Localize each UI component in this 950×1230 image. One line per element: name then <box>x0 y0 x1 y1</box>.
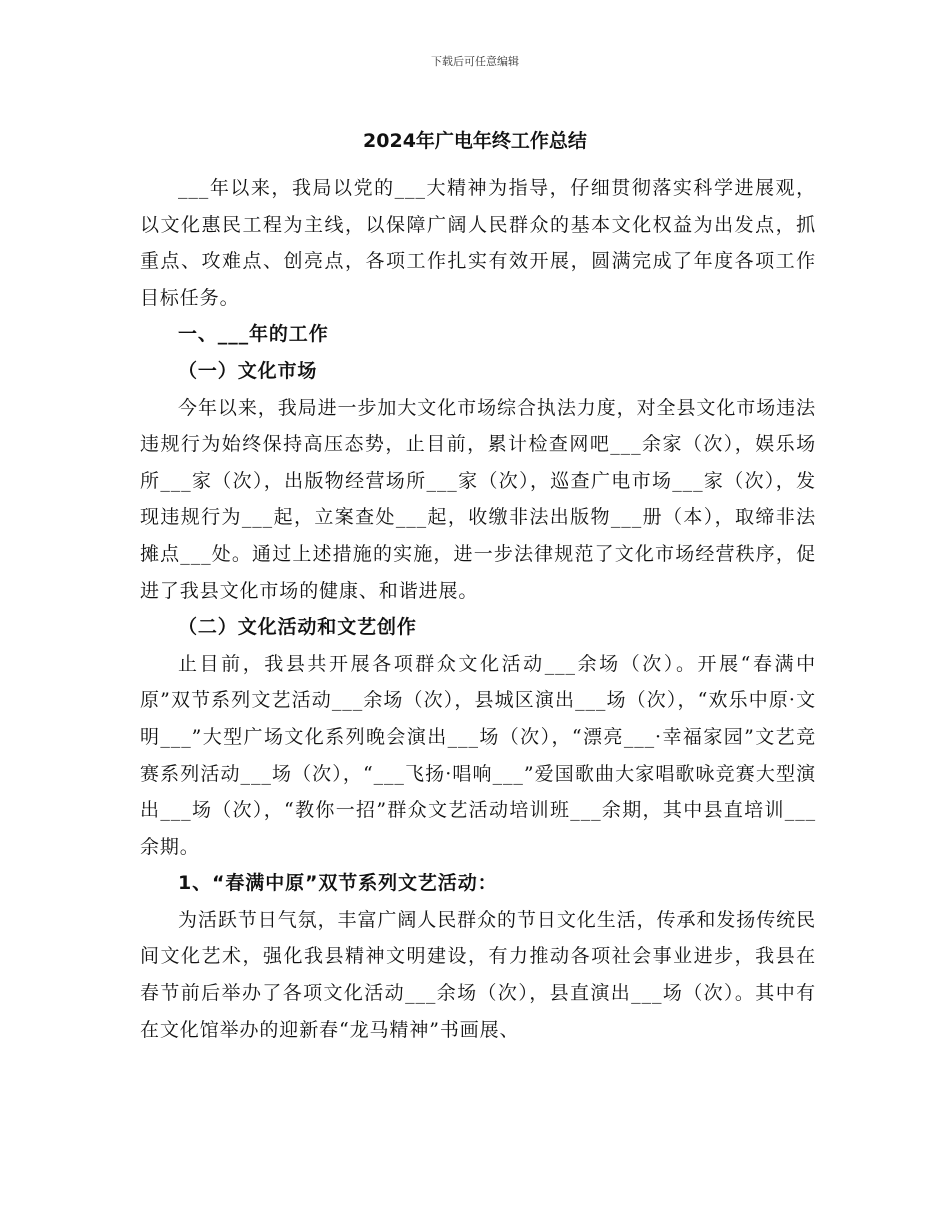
subsection-heading-culture-activities: （二）文化活动和文艺创作 <box>178 616 417 639</box>
page-header-note: 下载后可任意编辑 <box>431 55 519 68</box>
subsection-heading-culture-market: （一）文化市场 <box>178 359 318 382</box>
document-body <box>140 170 816 1048</box>
page-title: 2024年广电年终工作总结 <box>363 130 587 152</box>
spring-festival-paragraph: 为活跃节日气氛，丰富广阔人民群众的节日文化生活，传承和发扬传统民间文化艺术，强化我县精神文明建设，有力推动各项社会事业进步，我县在春节前后举办了各项文化活动___余场（次），县直演出___场（次）。其中有在文化馆举办的迎新春“龙马精神”书画展、 <box>140 908 816 1041</box>
culture-market-paragraph: 今年以来，我局进一步加大文化市场综合执法力度，对全县文化市场违法违规行为始终保持高压态势，止目前，累计检查网吧___余家（次），娱乐场所___家（次），出版物经营场所___家（次），巡查广电市场___家（次），发现违规行为___起，立案查处___起，收缴非法出版物___册（本），取缔非法摊点___处。通过上述措施的实施，进一步法律规范了文化市场经营秩序，促进了我县文化市场的健康、和谐进展。 <box>140 396 816 602</box>
intro-paragraph: ___年以来，我局以党的___大精神为指导，仔细贯彻落实科学进展观，以文化惠民工程为主线，以保障广阔人民群众的基本文化权益为出发点，抓重点、攻难点、创亮点，各项工作扎实有效开展，圆满完成了年度各项工作目标任务。 <box>140 177 816 309</box>
culture-activities-paragraph: 止目前，我县共开展各项群众文化活动___余场（次）。开展“春满中原”双节系列文艺活动___余场（次），县城区演出___场（次），“欢乐中原·文明___”大型广场文化系列晚会演出___场（次），“漂亮___·幸福家园”文艺竞赛系列活动___场（次），“___飞扬·唱响___”爱国歌曲大家唱歌咏竞赛大型演出___场（次），“教你一招”群众文艺活动培训班___余期，其中县直培训___余期。 <box>140 652 816 858</box>
item-heading-spring-festival: 1、“春满中原”双节系列文艺活动： <box>178 872 498 895</box>
section-heading: 一、___年的工作 <box>178 323 329 346</box>
